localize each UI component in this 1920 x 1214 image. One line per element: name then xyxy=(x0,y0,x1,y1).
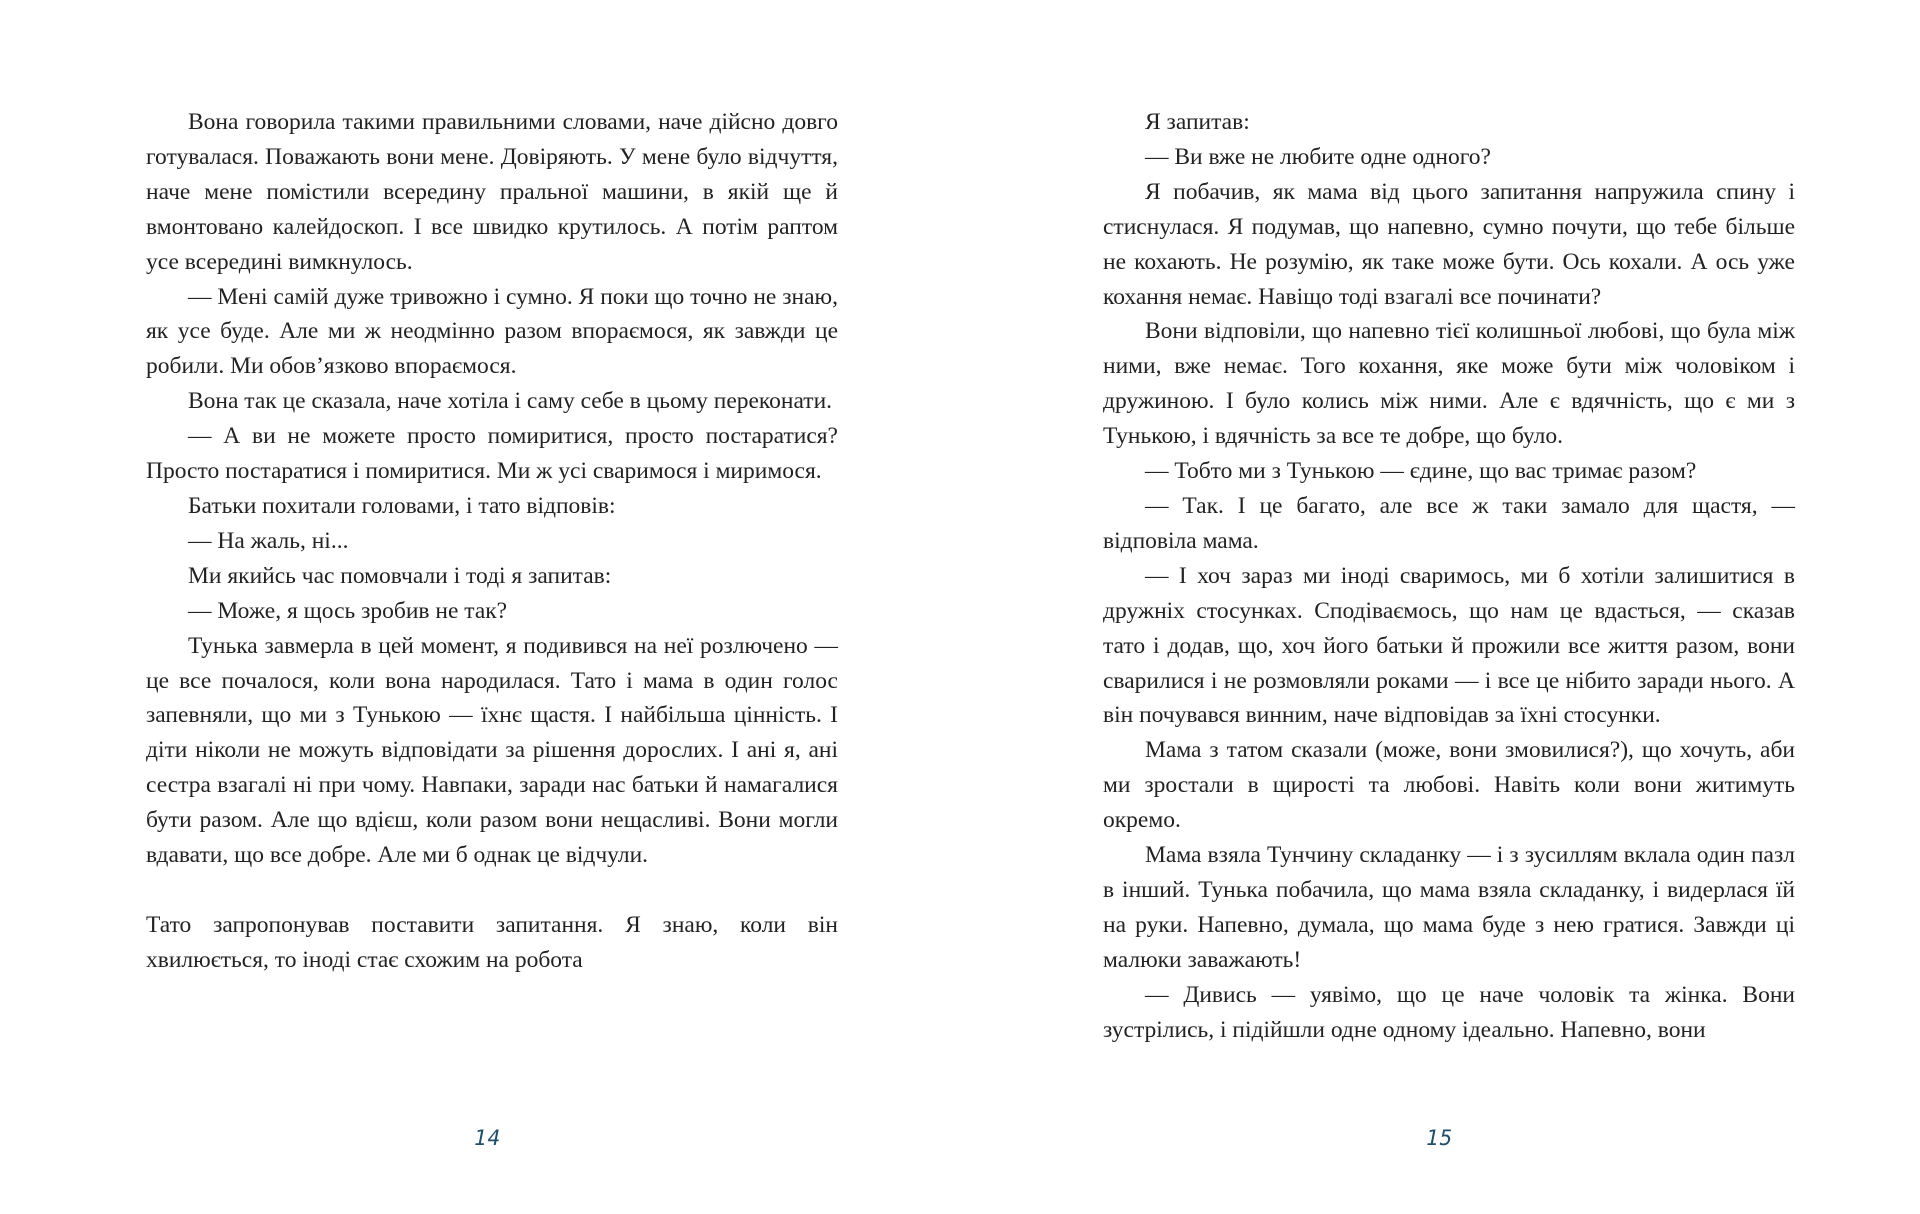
paragraph: — Ви вже не любите одне одного? xyxy=(1145,143,1491,170)
paragraph: — Дивись — уявімо, що це наче чоловік та жінка. Вони зустрілись, і підійшли одне одному ідеально. Напевно, вони xyxy=(1103,981,1795,1043)
paragraph: — Так. І це багато, але все ж таки замало для щастя, — відповіла мама. xyxy=(1103,492,1795,554)
page-number-right: 15 xyxy=(1426,1126,1454,1150)
paragraph: Мама з татом сказали (може, вони змовилися?), що хочуть, аби ми зростали в щирості та любові. Навіть коли вони житимуть окремо. xyxy=(1103,737,1795,834)
left-page xyxy=(146,105,838,978)
right-page xyxy=(1103,105,1795,1047)
paragraph: Вони відповіли, що напевно тієї колишньої любові, що була між ними, вже немає. Того кохання, яке може бути між чоловіком і дружиною. І було колись між ними. Але є вдячність, що є ми з Тунькою, і вдячність за все те добре, що було. xyxy=(1103,318,1795,450)
paragraph: — Тобто ми з Тунькою — єдине, що вас тримає разом? xyxy=(1145,458,1697,485)
paragraph: — А ви не можете просто помиритися, просто постаратися? Просто постаратися і помиритися. Ми ж усі сваримося і миримося. xyxy=(146,423,838,485)
paragraph: Тунька завмерла в цей момент, я подивився на неї розлючено — це все почалося, коли вона народилася. Тато і мама в один голос запевняли, що ми з Тунькою — їхнє щастя. І найбільша цінність. І діти ніколи не можуть відповідати за рішення дорослих. І ані я, ані сестра взагалі ні при чому. Навпаки, заради нас батьки й намагалися бути разом. Але що вдієш, коли разом вони нещасливі. Вони могли вдавати, що все добре. Але ми б однак це відчули. xyxy=(146,632,838,869)
page-number-left: 14 xyxy=(474,1126,502,1150)
paragraph: Вона говорила такими правильними словами, наче дійсно довго готувалася. Поважають вони мене. Довіряють. У мене було відчуття, наче мене помістили всередину пральної машини, в якій ще й вмонтовано калейдоскоп. І все швидко крутилось. А потім раптом усе всередині вимкнулось. xyxy=(146,109,838,275)
section-paragraph: Тато запропонував поставити запитання. Я знаю, коли він хвилюється, то іноді стає схожим на робота xyxy=(146,911,838,973)
paragraph: Батьки похитали головами, і тато відповів: xyxy=(188,492,616,519)
paragraph: Мама взяла Тунчину складанку — і з зусиллям вклала один пазл в інший. Тунька побачила, що мама взяла складанку, і видерлася їй на руки. Напевно, думала, що мама буде з нею гратися. Завжди ці малюки заважають! xyxy=(1103,842,1795,973)
paragraph: Ми якийсь час помовчали і тоді я запитав: xyxy=(188,562,612,589)
paragraph: Вона так це сказала, наче хотіла і саму себе в цьому переконати. xyxy=(188,388,833,415)
paragraph: — Мені самій дуже тривожно і сумно. Я поки що точно не знаю, як усе буде. Але ми ж неодмінно разом впораємося, як завжди це робили. Ми обов’язково впораємося. xyxy=(146,283,838,380)
paragraph: — На жаль, ні... xyxy=(188,527,349,554)
paragraph: Я побачив, як мама від цього запитання напружила спину і стиснулася. Я подумав, що напевно, сумно почути, що тебе більше не кохають. Не розумію, як таке може бути. Ось кохали. А ось уже кохання немає. Навіщо тоді взагалі все починати? xyxy=(1103,178,1795,310)
paragraph: Я запитав: xyxy=(1145,109,1250,135)
paragraph: — І хоч зараз ми іноді сваримось, ми б хотіли залишитися в дружніх стосунках. Сподіваємось, що нам це вдасться, — сказав тато і додав, що, хоч його батьки й прожили все життя разом, вони сварилися і не розмовляли роками — і все це нібито заради нього. А він почувався винним, наче відповідав за їхні стосунки. xyxy=(1103,562,1795,729)
paragraph: — Може, я щось зробив не так? xyxy=(188,597,508,624)
